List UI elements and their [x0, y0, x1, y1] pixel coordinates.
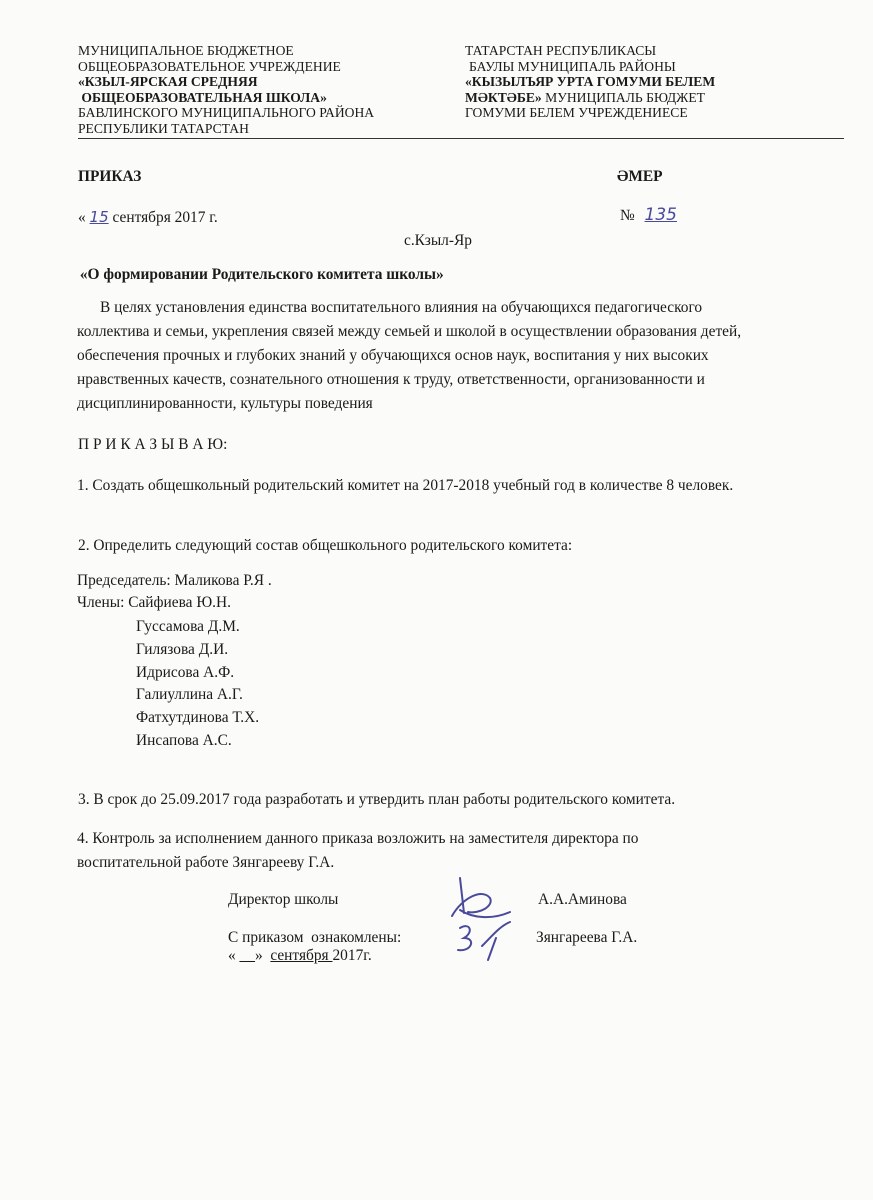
header-right-line: [465, 90, 715, 106]
member-name: Инсапова А.С.: [136, 731, 232, 749]
header-right: [465, 43, 715, 121]
header-left-line: РЕСПУБЛИКИ ТАТАРСТАН: [78, 120, 249, 136]
header-right-line: «КЫЗЫЛЪЯР УРТА ГОМУМИ БЕЛЕМ: [465, 74, 716, 89]
order-item-1: 1. Создать общешкольный родительский комитет на 2017-2018 учебный год в количестве 8 человек.: [77, 477, 734, 494]
header-left-line: ОБЩЕОБРАЗОВАТЕЛЬНАЯ ШКОЛА»: [78, 89, 327, 105]
ack-date-year: 2017г.: [332, 947, 372, 964]
ack-date-mid: »: [254, 947, 271, 964]
header-left-line: МУНИЦИПАЛЬНОЕ БЮДЖЕТНОЕ: [78, 43, 294, 58]
doc-place: с.Кзыл-Яр: [404, 232, 472, 249]
date-open: «: [78, 209, 90, 226]
number-label: №: [620, 207, 635, 224]
member-name: Фатхутдинова Т.Х.: [136, 709, 260, 727]
committee-chair: Председатель: Маликова Р.Я .: [77, 572, 272, 589]
ack-date: [228, 947, 372, 965]
ack-name: Зянгареева Г.А.: [536, 929, 638, 946]
number-value-handwritten: 135: [644, 205, 677, 225]
header-right-line: БАУЛЫ МУНИЦИПАЛЬ РАЙОНЫ: [469, 58, 676, 74]
date-rest: сентября 2017 г.: [108, 209, 218, 226]
member-name: Гуссамова Д.М.: [136, 618, 240, 635]
header-left-line: ОБЩЕОБРАЗОВАТЕЛЬНОЕ УЧРЕЖДЕНИЕ: [78, 58, 341, 74]
header-right-bold: МӘКТӘБЕ»: [465, 89, 542, 105]
header-right-line: ТАТАРСТАН РЕСПУБЛИКАСЫ: [465, 43, 657, 58]
doc-title: «О формировании Родительского комитета школы»: [76, 266, 444, 283]
header-left-line: БАВЛИНСКОГО МУНИЦИПАЛЬНОГО РАЙОНА: [78, 105, 375, 120]
ack-date-month: сентября: [270, 947, 333, 964]
member-name: Гилязова Д.И.: [136, 640, 229, 658]
ack-date-blank: __: [239, 947, 255, 964]
doc-preamble: В целях установления единства воспитательного влияния на обучающихся педагогического коллектива и семьи, укрепления связей между семьей и школой в осуществлении образования детей, обеспечения прочных и глубоких знаний у обучающихся основ наук, воспитания у них высоких нравственных качеств, сознательного отношения к труду, ответственности, организованности и дисциплинированности, культуры поведения: [77, 299, 742, 412]
committee-members-label: Члены: Сайфиева Ю.Н.: [77, 594, 231, 611]
member-name: Галиуллина А.Г.: [136, 686, 243, 704]
doc-type-tt: ӘМЕР: [617, 168, 663, 185]
committee-members-list: [136, 616, 259, 753]
ack-date-open: «: [228, 947, 240, 964]
doc-date: [78, 208, 218, 227]
order-item-4: 4. Контроль за исполнением данного приказа возложить на заместителя директора по воспитательной работе Зянгарееву Г.А.: [77, 830, 639, 871]
ack-signature: [452, 916, 522, 966]
doc-type-ru: ПРИКАЗ: [78, 168, 142, 185]
header-right-rest: МУНИЦИПАЛЬ БЮДЖЕТ: [541, 89, 705, 105]
header-left: [78, 43, 374, 136]
order-item-2: 2. Определить следующий состав общешкольного родительского комитета:: [78, 537, 573, 554]
member-name: Идрисова А.Ф.: [136, 663, 235, 681]
header-left-line: «КЗЫЛ-ЯРСКАЯ СРЕДНЯЯ: [78, 74, 258, 89]
director-title: Директор школы: [228, 891, 339, 908]
order-word: П Р И К А З Ы В А Ю:: [78, 436, 228, 453]
order-item-3: 3. В срок до 25.09.2017 года разработать и утвердить план работы родительского комитета.: [78, 791, 676, 808]
ack-label: С приказом ознакомлены:: [228, 929, 402, 946]
header-right-line: ГОМУМИ БЕЛЕМ УЧРЕЖДЕНИЕСЕ: [465, 105, 688, 120]
header-divider: [78, 138, 844, 139]
date-day-handwritten: 15: [89, 208, 109, 226]
doc-number: [620, 205, 677, 225]
director-name: А.А.Аминова: [538, 891, 627, 908]
